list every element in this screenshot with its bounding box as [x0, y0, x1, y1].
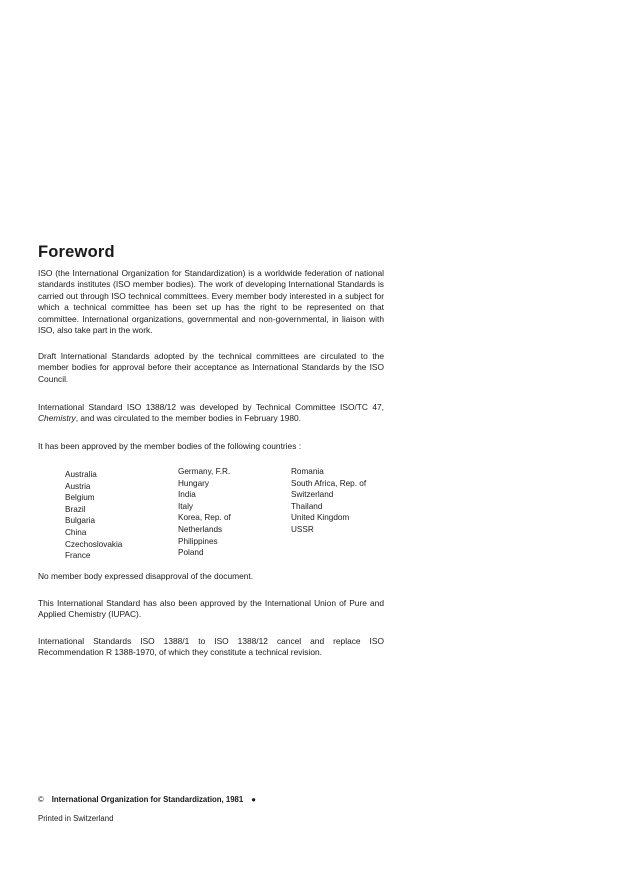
country-item: Romania: [291, 467, 324, 476]
country-item: Germany, F.R.: [178, 467, 231, 476]
page-title: Foreword: [38, 243, 115, 261]
country-item: Poland: [178, 548, 204, 558]
country-item: Belgium: [65, 493, 95, 503]
country-item: Korea, Rep. of: [178, 513, 231, 523]
paragraph-revision: International Standards ISO 1388/1 to ISO 1388/12 cancel and replace ISO Recommendation R 1388-1970, of which they constitute a technical revision.: [38, 636, 384, 658]
paragraph-development-text-1: International Standard ISO 1388/12 was developed by Technical Committee ISO/TC 47,: [38, 402, 384, 412]
country-list-column-2: [178, 466, 231, 559]
country-item: Thailand: [291, 501, 323, 511]
country-item: Netherlands: [178, 524, 223, 534]
paragraph-draft-standards: Draft International Standards adopted by the technical committees are circulated to the member bodies for approval before their acceptance as International Standards by the ISO Council.: [38, 351, 384, 384]
country-item: Italy: [178, 501, 194, 511]
paragraph-iupac: This International Standard has also been approved by the International Union of Pure and Applied Chemistry (IUPAC).: [38, 598, 384, 620]
country-item: Australia: [65, 470, 97, 479]
country-item: South Africa, Rep. of: [291, 478, 367, 488]
country-item: Philippines: [178, 536, 218, 546]
paragraph-development-text-2: , and was circulated to the member bodies in February 1980.: [75, 413, 302, 424]
country-item: France: [65, 551, 91, 561]
copyright-text: International Organization for Standardization, 1981: [51, 795, 244, 804]
paragraph-no-disapproval: No member body expressed disapproval of the document.: [38, 571, 254, 581]
paragraph-iso-intro: ISO (the International Organization for Standardization) is a worldwide federation of national standards institutes (ISO member bodies). The work of developing International Standards is carried out through ISO technical committees. Every member body interested in a subject for which a technical committee has been set up has the right to be represented on that committee. International organizations, governmental and non-governmental, in liaison with ISO, also take part in the work.: [38, 268, 384, 336]
country-item: Switzerland: [291, 490, 334, 500]
country-list-column-1: [65, 469, 122, 562]
country-item: China: [65, 527, 87, 537]
country-item: Hungary: [178, 478, 209, 488]
paragraph-development: [38, 402, 384, 425]
country-item: India: [178, 490, 196, 500]
copyright-symbol: ©: [38, 795, 44, 804]
bullet-icon: ●: [251, 795, 256, 804]
copyright-line: [38, 795, 256, 804]
committee-name: Chemistry: [38, 413, 76, 424]
country-item: Brazil: [65, 504, 86, 514]
country-item: Czechoslovakia: [65, 539, 123, 549]
country-list-column-3: [291, 466, 366, 536]
country-item: Bulgaria: [65, 516, 96, 526]
printed-location: Printed in Switzerland: [38, 814, 114, 823]
paragraph-approval: It has been approved by the member bodies of the following countries :: [38, 441, 302, 451]
country-item: Austria: [65, 481, 91, 491]
country-item: United Kingdom: [291, 513, 350, 523]
country-item: USSR: [291, 524, 314, 534]
